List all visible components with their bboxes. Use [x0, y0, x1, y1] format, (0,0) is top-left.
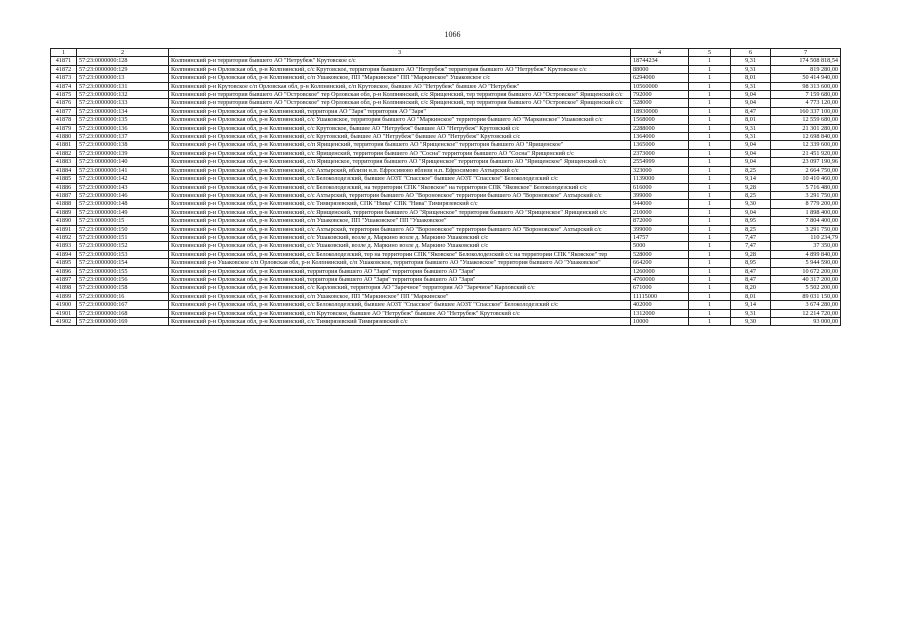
count-cell: 1	[689, 259, 731, 267]
value-cell: 7 804 400,00	[771, 217, 841, 225]
cadastral-number-cell: 57:23:0000000:134	[77, 107, 169, 115]
address-cell: Колпнянский р-н Орловская обл, р-н Колпнянский, с/п Ярищенское, территория бывшего АО "Ярищенское" территория бывшего АО "Ярищенское" Ярищенский с/с	[169, 158, 631, 166]
address-cell: Колпнянский р-н Орловская обл, р-н Колпнянский, с/с Белоколодезский, бывшее АОЗТ "Спасское" бывшее АОЗТ "Спасское" Белоколодезский с/с	[169, 301, 631, 309]
row-number-cell: 41874	[51, 82, 77, 90]
count-cell: 1	[689, 292, 731, 300]
table-row	[51, 267, 841, 275]
cadastral-table-container	[50, 48, 840, 326]
cadastral-number-cell: 57:23:0000000:131	[77, 82, 169, 90]
address-cell: Колпнянский р-н Орловская обл, р-н Колпнянский, с/п Ушаковское, ПП "Маркинское" ПП "Маркинское"	[169, 292, 631, 300]
count-cell: 1	[689, 149, 731, 157]
row-number-cell: 41896	[51, 267, 77, 275]
cadastral-number-cell: 57:23:0000000:132	[77, 91, 169, 99]
row-number-cell: 41889	[51, 208, 77, 216]
cadastral-number-cell: 57:23:0000000:155	[77, 267, 169, 275]
row-number-cell: 41878	[51, 116, 77, 124]
rate-cell: 8,01	[731, 116, 771, 124]
count-cell: 1	[689, 233, 731, 241]
cadastral-number-cell: 57:23:0000000:150	[77, 225, 169, 233]
table-row	[51, 183, 841, 191]
row-number-cell: 41888	[51, 200, 77, 208]
cadastral-number-cell: 57:23:0000000:143	[77, 183, 169, 191]
rate-cell: 9,30	[731, 318, 771, 326]
row-number-cell: 41886	[51, 183, 77, 191]
rate-cell: 9,31	[731, 124, 771, 132]
row-number-cell: 41900	[51, 301, 77, 309]
address-cell: Колпнянский р-н Орловская обл, р-н Колпнянский, с/п Крутовское, бывшее АО "Нетрубеж" бывшее АО "Нетрубеж" Крутовский с/с	[169, 309, 631, 317]
address-cell: Колпнянский р-н Орловская обл, р-н Колпнянский, с/с Ахтырский, территория бывшего АО "Вороновское" территория бывшего АО "Вороновское" Ахтырский с/с	[169, 225, 631, 233]
table-row	[51, 99, 841, 107]
area-cell: 88000	[631, 65, 689, 73]
row-number-cell: 41872	[51, 65, 77, 73]
value-cell: 4 899 840,00	[771, 250, 841, 258]
row-number-cell: 41891	[51, 225, 77, 233]
area-cell: 6294000	[631, 74, 689, 82]
row-number-cell: 41871	[51, 57, 77, 65]
address-cell: Колпнянский р-н Орловская обл, р-н Колпнянский, с/с Ярищенский, территория бывшего АО "Сосна" территория бывшего АО "Сосна" Ярищенский с/с	[169, 149, 631, 157]
row-number-cell: 41895	[51, 259, 77, 267]
row-number-cell: 41881	[51, 141, 77, 149]
area-cell: 1260000	[631, 267, 689, 275]
address-cell: Колпнянский р-н Орловская обл, р-н Колпнянский, с/с Ахтырский, территория бывшего АО "Вороновское" территория бывшего АО "Вороновское" Ахтырский с/с	[169, 191, 631, 199]
count-cell: 1	[689, 217, 731, 225]
area-cell: 671000	[631, 284, 689, 292]
address-cell: Колпнянский р-н территория бывшего АО "Островское" тер Орловская обл, р-н Колпнянский, с/с Ярищенский, тер территория бывшего АО "Островское" Ярищенский с/с	[169, 91, 631, 99]
count-cell: 1	[689, 275, 731, 283]
area-cell: 872000	[631, 217, 689, 225]
column-header: 6	[731, 49, 771, 57]
row-number-cell: 41883	[51, 158, 77, 166]
cadastral-number-cell: 57:23:0000000:149	[77, 208, 169, 216]
table-row	[51, 225, 841, 233]
table-row	[51, 116, 841, 124]
count-cell: 1	[689, 158, 731, 166]
table-row	[51, 82, 841, 90]
value-cell: 174 508 818,54	[771, 57, 841, 65]
page-number: 1066	[444, 30, 461, 39]
rate-cell: 9,04	[731, 91, 771, 99]
area-cell: 944000	[631, 200, 689, 208]
rate-cell: 9,28	[731, 183, 771, 191]
value-cell: 40 317 200,00	[771, 275, 841, 283]
rate-cell: 9,31	[731, 82, 771, 90]
column-header: 1	[51, 49, 77, 57]
header-row	[51, 49, 841, 57]
count-cell: 1	[689, 200, 731, 208]
rate-cell: 9,31	[731, 65, 771, 73]
area-cell: 2554999	[631, 158, 689, 166]
value-cell: 98 313 600,00	[771, 82, 841, 90]
cadastral-number-cell: 57:23:0000000:151	[77, 233, 169, 241]
count-cell: 1	[689, 133, 731, 141]
rate-cell: 7,47	[731, 242, 771, 250]
address-cell: Колпнянский р-н Орловская обл, р-н Колпнянский, с/с Белоколодезский, на территории СПК "Яковское" на территории СПК "Яковское" Белоколодезский с/с	[169, 183, 631, 191]
table-row	[51, 242, 841, 250]
rate-cell: 9,04	[731, 208, 771, 216]
address-cell: Колпнянский р-н Орловская обл, р-н Колпнянский, с/п Ярищенский, территория бывшего АО "Ярищенское" территория бывшего АО "Ярищенское"	[169, 141, 631, 149]
table-row	[51, 74, 841, 82]
area-cell: 2373000	[631, 149, 689, 157]
column-header: 2	[77, 49, 169, 57]
row-number-cell: 41897	[51, 275, 77, 283]
row-number-cell: 41901	[51, 309, 77, 317]
cadastral-number-cell: 57:23:0000000:167	[77, 301, 169, 309]
address-cell: Колпнянский р-н Орловская обл, р-н Колпнянский, с/с Тимирязевский, СПК "Нива" СПК "Нива" Тимирязевский с/с	[169, 200, 631, 208]
count-cell: 1	[689, 175, 731, 183]
cadastral-number-cell: 57:23:0000000:148	[77, 200, 169, 208]
column-header: 7	[771, 49, 841, 57]
rate-cell: 9,30	[731, 200, 771, 208]
rate-cell: 9,14	[731, 175, 771, 183]
address-cell: Колпнянский р-н территория бывшего АО "Островское" тер Орловская обл, р-н Колпнянский, с/с Ярищенский, тер территория бывшего АО "Островское" Ярищенский с/с	[169, 99, 631, 107]
cadastral-table	[50, 48, 841, 326]
value-cell: 37 350,00	[771, 242, 841, 250]
value-cell: 2 664 750,00	[771, 166, 841, 174]
cadastral-number-cell: 57:23:0000000:154	[77, 259, 169, 267]
area-cell: 792000	[631, 91, 689, 99]
value-cell: 12 339 600,00	[771, 141, 841, 149]
row-number-cell: 41894	[51, 250, 77, 258]
area-cell: 4760000	[631, 275, 689, 283]
table-row	[51, 292, 841, 300]
cadastral-number-cell: 57:23:0000000:141	[77, 166, 169, 174]
table-row	[51, 217, 841, 225]
rate-cell: 9,04	[731, 158, 771, 166]
area-cell: 1139000	[631, 175, 689, 183]
rate-cell: 9,04	[731, 99, 771, 107]
cadastral-number-cell: 57:23:0000000:136	[77, 124, 169, 132]
address-cell: Колпнянский р-н Орловская обл, р-н Колпнянский, территория бывшего АО "Заря" территория бывшего АО "Заря"	[169, 275, 631, 283]
address-cell: Колпнянский р-н Ушаковское с/п Орловская обл, р-н Колпнянский, с/п Ушаковское, территория бывшего АО "Ушаковское" территория бывшего АО "Ушаковское"	[169, 259, 631, 267]
count-cell: 1	[689, 107, 731, 115]
table-row	[51, 91, 841, 99]
value-cell: 5 716 480,00	[771, 183, 841, 191]
address-cell: Колпнянский р-н Орловская обл, р-н Колпнянский, территория АО "Заря" территория АО "Заря"	[169, 107, 631, 115]
table-row	[51, 133, 841, 141]
value-cell: 93 000,00	[771, 318, 841, 326]
table-row	[51, 149, 841, 157]
area-cell: 18744234	[631, 57, 689, 65]
value-cell: 5 502 200,00	[771, 284, 841, 292]
rate-cell: 7,47	[731, 233, 771, 241]
address-cell: Колпнянский р-н Орловская обл, р-н Колпнянский, с/с Крутовское, бывшее АО "Нетрубеж" бывшее АО "Нетрубеж" Крутовский с/с	[169, 124, 631, 132]
value-cell: 7 159 680,00	[771, 91, 841, 99]
row-number-cell: 41890	[51, 217, 77, 225]
count-cell: 1	[689, 208, 731, 216]
count-cell: 1	[689, 284, 731, 292]
area-cell: 1364000	[631, 133, 689, 141]
rate-cell: 9,28	[731, 250, 771, 258]
count-cell: 1	[689, 74, 731, 82]
rate-cell: 8,25	[731, 225, 771, 233]
table-row	[51, 191, 841, 199]
value-cell: 12 559 680,00	[771, 116, 841, 124]
address-cell: Колпнянский р-н Орловская обл, р-н Колпнянский, с/с Белоколодезский, тер на территории СПК "Яковское" Белоколодезский с/с на территории СПК "Яковское" тер	[169, 250, 631, 258]
area-cell: 1568000	[631, 116, 689, 124]
count-cell: 1	[689, 124, 731, 132]
address-cell: Колпнянский р-н Орловская обл, р-н Колпнянский, с/п Ушаковское, ПП "Ушаковское" ПП "Ушаковское"	[169, 217, 631, 225]
rate-cell: 8,47	[731, 275, 771, 283]
count-cell: 1	[689, 250, 731, 258]
table-row	[51, 141, 841, 149]
cadastral-number-cell: 57:23:0000000:140	[77, 158, 169, 166]
value-cell: 23 097 190,96	[771, 158, 841, 166]
value-cell: 10 410 460,00	[771, 175, 841, 183]
rate-cell: 8,01	[731, 292, 771, 300]
address-cell: Колпнянский р-н Орловская обл, р-н Колпнянский, с/с Ахтырский, вблизи н.п. Ефросимово вблизи н.п. Ефросимово Ахтырский с/с	[169, 166, 631, 174]
cadastral-number-cell: 57:23:0000000:142	[77, 175, 169, 183]
table-row	[51, 318, 841, 326]
cadastral-number-cell: 57:23:0000000:152	[77, 242, 169, 250]
table-row	[51, 124, 841, 132]
table-row	[51, 309, 841, 317]
cadastral-number-cell: 57:23:0000000:133	[77, 99, 169, 107]
area-cell: 10000	[631, 318, 689, 326]
value-cell: 21 451 920,00	[771, 149, 841, 157]
area-cell: 5000	[631, 242, 689, 250]
address-cell: Колпнянский р-н Орловская обл, р-н Колпнянский, с/с Белоколодезский, бывшее АОЗТ "Спасское" бывшее АОЗТ "Спасское" Белоколодезский с/с	[169, 175, 631, 183]
table-row	[51, 158, 841, 166]
cadastral-number-cell: 57:23:0000000:137	[77, 133, 169, 141]
row-number-cell: 41876	[51, 99, 77, 107]
cadastral-number-cell: 57:23:0000000:146	[77, 191, 169, 199]
row-number-cell: 41875	[51, 91, 77, 99]
table-row	[51, 250, 841, 258]
cadastral-number-cell: 57:23:0000000:15	[77, 217, 169, 225]
address-cell: Колпнянский р-н территория бывшего АО "Нетрубеж" Крутовское с/с	[169, 57, 631, 65]
column-header: 5	[689, 49, 731, 57]
row-number-cell: 41877	[51, 107, 77, 115]
address-cell: Колпнянский р-н Орловская обл, р-н Колпнянский, территория бывшего АО "Заря" территория бывшего АО "Заря"	[169, 267, 631, 275]
row-number-cell: 41884	[51, 166, 77, 174]
row-number-cell: 41898	[51, 284, 77, 292]
rate-cell: 8,25	[731, 166, 771, 174]
area-cell: 210000	[631, 208, 689, 216]
value-cell: 3 674 280,00	[771, 301, 841, 309]
rate-cell: 9,31	[731, 309, 771, 317]
value-cell: 50 414 940,00	[771, 74, 841, 82]
address-cell: Колпнянский р-н Орловская обл, р-н Колпнянский, с/с Карловский, территория АО "Заречное" территория АО "Заречное" Карловский с/с	[169, 284, 631, 292]
rate-cell: 9,04	[731, 149, 771, 157]
cadastral-number-cell: 57:23:0000000:156	[77, 275, 169, 283]
count-cell: 1	[689, 191, 731, 199]
address-cell: Колпнянский р-н Орловская обл, р-н Колпнянский, с/с Крутовский, бывшее АО "Нетрубеж" бывшее АО "Нетрубеж" Крутовский с/с	[169, 133, 631, 141]
cadastral-number-cell: 57:23:0000000:129	[77, 65, 169, 73]
value-cell: 160 337 100,00	[771, 107, 841, 115]
rate-cell: 9,31	[731, 133, 771, 141]
address-cell: Колпнянский р-н Орловская обл, р-н Колпнянский, с/с Ушаковский, возле д. Маркино возле д. Маркино Ушаковский с/с	[169, 233, 631, 241]
count-cell: 1	[689, 267, 731, 275]
table-row	[51, 57, 841, 65]
cadastral-number-cell: 57:23:0000000:169	[77, 318, 169, 326]
table-row	[51, 301, 841, 309]
table-row	[51, 259, 841, 267]
rate-cell: 8,47	[731, 267, 771, 275]
value-cell: 21 301 280,00	[771, 124, 841, 132]
row-number-cell: 41880	[51, 133, 77, 141]
cadastral-number-cell: 57:23:0000000:13	[77, 74, 169, 82]
table-body	[51, 57, 841, 326]
area-cell: 399000	[631, 225, 689, 233]
address-cell: Колпнянский р-н Орловская обл, р-н Колпнянский, с/с Ушаковское, территория бывшего АО "Маркинское" территория бывшего АО "Маркинское" Ушаковский с/с	[169, 116, 631, 124]
value-cell: 10 672 200,00	[771, 267, 841, 275]
count-cell: 1	[689, 99, 731, 107]
address-cell: Колпнянский р-н Орловская обл, р-н Колпнянский, с/с Крутовское, территория бывшего АО "Нетрубеж" территория бывшего АО "Нетрубеж" Крутовское с/с	[169, 65, 631, 73]
rate-cell: 9,14	[731, 301, 771, 309]
cadastral-number-cell: 57:23:0000000:168	[77, 309, 169, 317]
area-cell: 18930000	[631, 107, 689, 115]
count-cell: 1	[689, 57, 731, 65]
rate-cell: 8,25	[731, 191, 771, 199]
count-cell: 1	[689, 301, 731, 309]
rate-cell: 8,01	[731, 74, 771, 82]
row-number-cell: 41899	[51, 292, 77, 300]
table-row	[51, 208, 841, 216]
area-cell: 528000	[631, 250, 689, 258]
count-cell: 1	[689, 225, 731, 233]
table-row	[51, 65, 841, 73]
table-row	[51, 166, 841, 174]
area-cell: 11115000	[631, 292, 689, 300]
area-cell: 399000	[631, 191, 689, 199]
count-cell: 1	[689, 242, 731, 250]
area-cell: 10560000	[631, 82, 689, 90]
area-cell: 2288000	[631, 124, 689, 132]
area-cell: 528000	[631, 99, 689, 107]
cadastral-number-cell: 57:23:0000000:153	[77, 250, 169, 258]
count-cell: 1	[689, 166, 731, 174]
address-cell: Колпнянский р-н Орловская обл, р-н Колпнянский, с/с Ярищенский, территория бывшего АО "Ярищенское" территория бывшего АО "Ярищенское" Ярищенский с/с	[169, 208, 631, 216]
area-cell: 616000	[631, 183, 689, 191]
table-row	[51, 233, 841, 241]
table-row	[51, 175, 841, 183]
value-cell: 1 898 400,00	[771, 208, 841, 216]
row-number-cell: 41873	[51, 74, 77, 82]
row-number-cell: 41879	[51, 124, 77, 132]
value-cell: 12 214 720,00	[771, 309, 841, 317]
value-cell: 819 280,00	[771, 65, 841, 73]
row-number-cell: 41882	[51, 149, 77, 157]
rate-cell: 8,95	[731, 217, 771, 225]
cadastral-number-cell: 57:23:0000000:128	[77, 57, 169, 65]
area-cell: 1312000	[631, 309, 689, 317]
cadastral-number-cell: 57:23:0000000:158	[77, 284, 169, 292]
row-number-cell: 41902	[51, 318, 77, 326]
address-cell: Колпнянский р-н Орловская обл, р-н Колпнянский, с/с Тимирязевский Тимирязевский с/с	[169, 318, 631, 326]
area-cell: 402000	[631, 301, 689, 309]
count-cell: 1	[689, 65, 731, 73]
rate-cell: 8,47	[731, 107, 771, 115]
value-cell: 12 698 840,00	[771, 133, 841, 141]
value-cell: 5 944 590,00	[771, 259, 841, 267]
rate-cell: 9,04	[731, 141, 771, 149]
value-cell: 110 234,79	[771, 233, 841, 241]
column-header: 4	[631, 49, 689, 57]
address-cell: Колпнянский р-н Орловская обл, р-н Колпнянский, с/с Ушаковский, возле д. Маркино возле д. Маркино Ушаковский с/с	[169, 242, 631, 250]
rate-cell: 8,95	[731, 259, 771, 267]
count-cell: 1	[689, 82, 731, 90]
row-number-cell: 41885	[51, 175, 77, 183]
area-cell: 1365000	[631, 141, 689, 149]
count-cell: 1	[689, 141, 731, 149]
address-cell: Колпнянский р-н Орловская обл, р-н Колпнянский, с/п Ушаковское, ПП "Маркинское" ПП "Маркинское" Ушаковское с/с	[169, 74, 631, 82]
cadastral-number-cell: 57:23:0000000:139	[77, 149, 169, 157]
row-number-cell: 41887	[51, 191, 77, 199]
count-cell: 1	[689, 318, 731, 326]
row-number-cell: 41893	[51, 242, 77, 250]
value-cell: 89 031 150,00	[771, 292, 841, 300]
table-row	[51, 200, 841, 208]
value-cell: 4 773 120,00	[771, 99, 841, 107]
row-number-cell: 41892	[51, 233, 77, 241]
address-cell: Колпнянский р-н Крутовское с/п Орловская обл, р-н Колпнянский, с/п Крутовское, бывшее АО "Нетрубеж" бывшее АО "Нетрубеж"	[169, 82, 631, 90]
count-cell: 1	[689, 309, 731, 317]
cadastral-number-cell: 57:23:0000000:138	[77, 141, 169, 149]
count-cell: 1	[689, 91, 731, 99]
table-row	[51, 284, 841, 292]
area-cell: 323000	[631, 166, 689, 174]
area-cell: 14757	[631, 233, 689, 241]
table-row	[51, 275, 841, 283]
count-cell: 1	[689, 183, 731, 191]
rate-cell: 9,31	[731, 57, 771, 65]
count-cell: 1	[689, 116, 731, 124]
value-cell: 8 779 200,00	[771, 200, 841, 208]
cadastral-number-cell: 57:23:0000000:16	[77, 292, 169, 300]
value-cell: 3 291 750,00	[771, 191, 841, 199]
rate-cell: 8,20	[731, 284, 771, 292]
value-cell: 3 291 750,00	[771, 225, 841, 233]
cadastral-number-cell: 57:23:0000000:135	[77, 116, 169, 124]
table-row	[51, 107, 841, 115]
area-cell: 664200	[631, 259, 689, 267]
column-header: 3	[169, 49, 631, 57]
